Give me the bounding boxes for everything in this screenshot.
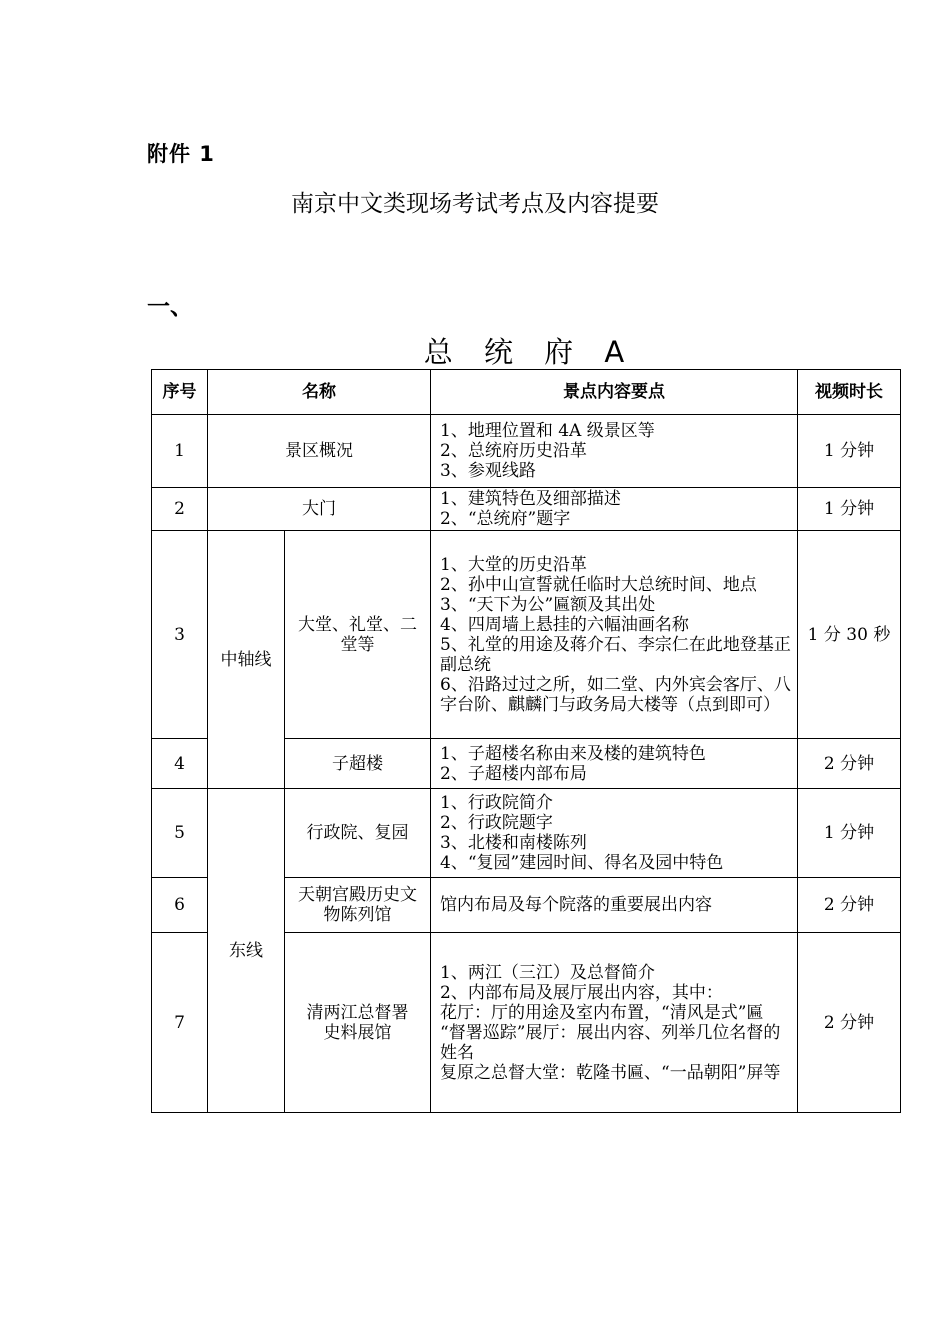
content-line: 6、沿路过过之所，如二堂、内外宾会客厅、八字台阶、麒麟门与政务局大楼等（点到即可） — [440, 674, 791, 715]
group-central-axis: 中轴线 — [208, 531, 285, 789]
content-line: 2、子超楼内部布局 — [440, 763, 587, 784]
content-line: 1、地理位置和 4A 级景区等 — [440, 421, 655, 441]
content-line: 2、内部布局及展厅展出内容，其中： — [440, 982, 723, 1003]
content-line: 1、两江（三江）及总督简介 — [440, 962, 655, 983]
header-index: 序号 — [152, 370, 208, 415]
row-content — [431, 739, 798, 789]
content-line: 2、“总统府”题字 — [440, 509, 571, 529]
content-line: 4、“复园”建园时间、得名及园中特色 — [440, 853, 724, 873]
row-content — [431, 789, 798, 878]
content-line: 2、行政院题字 — [440, 813, 553, 833]
row-duration: 2 分钟 — [798, 739, 901, 789]
table-title: 总 统 府 A — [423, 335, 627, 369]
content-line: 4、四周墙上悬挂的六幅油画名称 — [440, 614, 689, 635]
row-duration: 2 分钟 — [798, 878, 901, 933]
table-row — [152, 789, 901, 878]
row-name: 大门 — [208, 488, 431, 531]
row-duration: 1 分钟 — [798, 415, 901, 488]
table-row — [152, 531, 901, 739]
row-index: 6 — [152, 878, 208, 933]
content-line: “督署巡踪”展厅：展出内容、列举几位名督的姓名 — [440, 1022, 781, 1063]
row-name: 天朝宫殿历史文物陈列馆 — [285, 878, 431, 933]
group-east-line: 东线 — [208, 789, 285, 1113]
content-line: 1、行政院简介 — [440, 793, 553, 813]
row-index: 7 — [152, 933, 208, 1113]
row-index: 1 — [152, 415, 208, 488]
content-line: 1、建筑特色及细部描述 — [440, 489, 621, 509]
row-content — [431, 878, 798, 933]
content-line: 1、大堂的历史沿革 — [440, 554, 587, 575]
header-content: 景点内容要点 — [431, 370, 798, 415]
row-index: 2 — [152, 488, 208, 531]
row-duration: 1 分钟 — [798, 488, 901, 531]
content-line: 5、礼堂的用途及蒋介石、李宗仁在此地登基正副总统 — [440, 634, 791, 675]
content-line: 馆内布局及每个院落的重要展出内容 — [440, 895, 712, 915]
header-name: 名称 — [208, 370, 431, 415]
content-line: 2、孙中山宣誓就任临时大总统时间、地点 — [440, 574, 757, 595]
content-line: 花厅：厅的用途及室内布置，“清风是式”匾 — [440, 1002, 764, 1023]
row-name: 子超楼 — [285, 739, 431, 789]
row-name: 行政院、复园 — [285, 789, 431, 878]
row-index: 5 — [152, 789, 208, 878]
content-line: 2、总统府历史沿革 — [440, 441, 587, 461]
table-row — [152, 415, 901, 488]
table-header-row — [152, 370, 901, 415]
row-index: 4 — [152, 739, 208, 789]
content-line: 复原之总督大堂：乾隆书匾、“一品朝阳”屏等 — [440, 1062, 781, 1083]
content-line: 1、子超楼名称由来及楼的建筑特色 — [440, 743, 706, 764]
row-duration: 1 分 30 秒 — [798, 531, 901, 739]
row-content — [431, 933, 798, 1113]
row-duration: 2 分钟 — [798, 933, 901, 1113]
content-line: 3、北楼和南楼陈列 — [440, 833, 587, 853]
row-content — [431, 488, 798, 531]
row-name: 清两江总督署史料展馆 — [285, 933, 431, 1113]
row-name: 景区概况 — [208, 415, 431, 488]
document-title: 南京中文类现场考试考点及内容提要 — [291, 191, 659, 217]
content-line: 3、参观线路 — [440, 461, 536, 481]
section-number: 一、 — [147, 294, 193, 320]
row-duration: 1 分钟 — [798, 789, 901, 878]
scenic-spot-table — [151, 369, 901, 1113]
row-content — [431, 531, 798, 739]
table-row — [152, 488, 901, 531]
content-line: 3、“天下为公”匾额及其出处 — [440, 594, 656, 615]
row-content — [431, 415, 798, 488]
header-duration: 视频时长 — [798, 370, 901, 415]
row-index: 3 — [152, 531, 208, 739]
row-name: 大堂、礼堂、二堂等 — [285, 531, 431, 739]
attachment-label: 附件 1 — [147, 142, 215, 166]
